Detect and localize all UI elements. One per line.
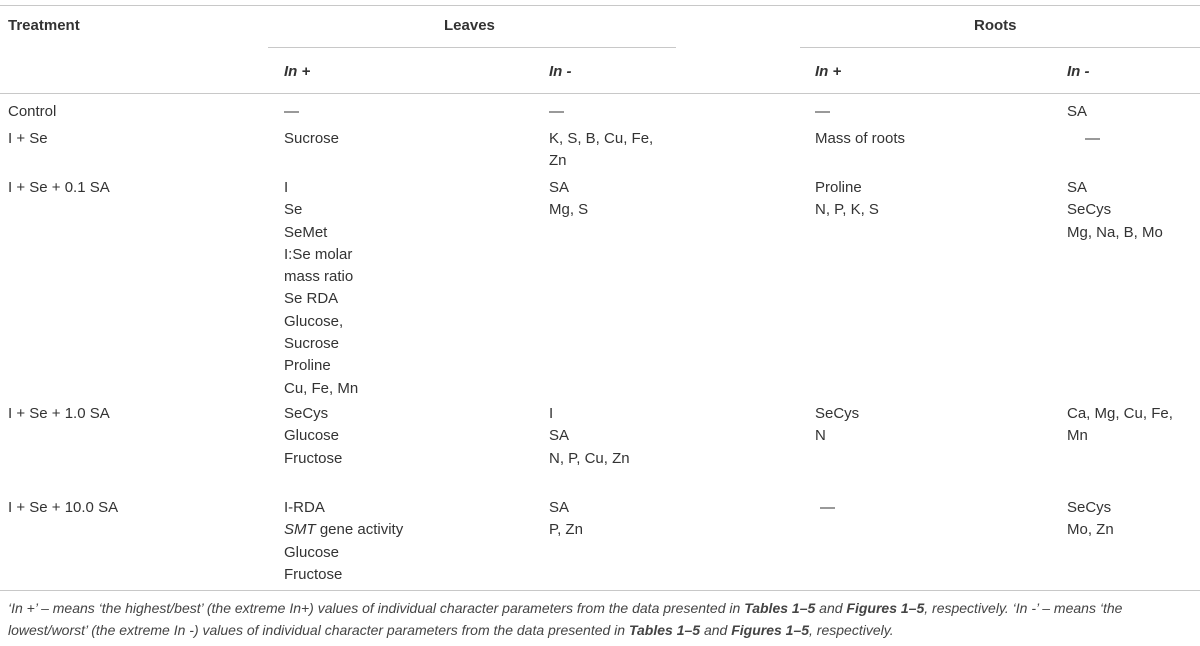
header-roots-in-plus: In + (815, 63, 842, 80)
table-footnote: ‘In +’ – means ‘the highest/best’ (the extreme In+) values of individual character parameters from the data presented in Tables 1–5 and Figures 1–5, respectively. ‘In -’ – means ‘the lowest/worst’ (the extreme In -) values of individual character parameters from the data presented in Tables 1–5 and Figures 1–5, respectively. (8, 600, 1123, 638)
table-top-rule (0, 5, 1200, 6)
header-roots: Roots (974, 17, 1017, 34)
roots-in-plus-cell: Mass of roots (815, 130, 906, 147)
roots-in-plus-cell: Proline N, P, K, S (815, 179, 879, 219)
roots-in-minus-cell: SeCys Mo, Zn (1067, 499, 1114, 539)
leaves-in-minus-cell: — (549, 103, 564, 120)
treatment-cell: Control (8, 103, 57, 120)
treatment-cell: I + Se + 0.1 SA (8, 179, 110, 196)
link-figures[interactable]: Figures 1–5 (731, 622, 810, 638)
header-roots-in-minus: In - (1067, 63, 1090, 80)
header-leaves-in-minus: In - (549, 63, 572, 80)
header-leaves-in-plus: In + (284, 63, 311, 80)
roots-in-plus-cell: — (820, 499, 835, 516)
roots-in-plus-cell: — (815, 103, 830, 120)
treatment-cell: I + Se + 1.0 SA (8, 405, 110, 422)
leaves-in-minus-cell: K, S, B, Cu, Fe, Zn (549, 130, 654, 170)
leaves-in-plus-cell: I-RDA SMT gene activity Glucose Fructose (284, 499, 404, 583)
table-bottom-rule (0, 590, 1200, 591)
leaves-in-plus-cell: SeCys Glucose Fructose (284, 405, 343, 467)
link-tables[interactable]: Tables 1–5 (744, 600, 816, 616)
leaves-in-plus-cell: — (284, 103, 299, 120)
header-treatment: Treatment (8, 17, 80, 34)
roots-in-plus-cell: SeCys N (815, 405, 860, 445)
leaves-in-plus-cell: Sucrose (284, 130, 340, 147)
roots-in-minus-cell: SA (1067, 103, 1088, 120)
leaves-in-minus-cell: I SA N, P, Cu, Zn (549, 405, 630, 467)
leaves-in-plus-cell: I Se SeMet I:Se molar mass ratio Se RDA Glucose, Sucrose Proline Cu, Fe, Mn (284, 179, 359, 397)
header-leaves: Leaves (444, 17, 495, 34)
treatment-cell: I + Se (8, 130, 48, 147)
roots-in-minus-cell: SA SeCys Mg, Na, B, Mo (1067, 179, 1163, 241)
leaves-group-rule (268, 47, 676, 48)
roots-group-rule (800, 47, 1200, 48)
gene-name: SMT (284, 521, 316, 539)
header-bottom-rule (0, 93, 1200, 94)
leaves-in-minus-cell: SA P, Zn (549, 499, 583, 539)
leaves-in-minus-cell: SA Mg, S (549, 179, 589, 219)
treatment-cell: I + Se + 10.0 SA (8, 499, 119, 516)
link-figures[interactable]: Figures 1–5 (846, 600, 925, 616)
roots-in-minus-cell: Ca, Mg, Cu, Fe, Mn (1067, 405, 1173, 445)
roots-in-minus-cell: — (1085, 130, 1100, 147)
link-tables[interactable]: Tables 1–5 (628, 622, 701, 638)
